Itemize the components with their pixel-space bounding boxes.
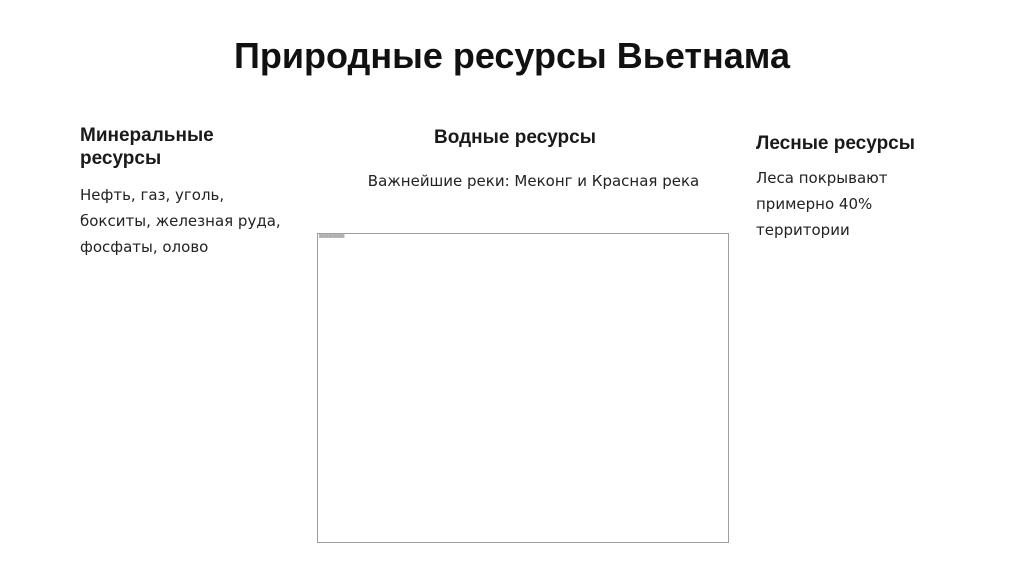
minerals-text-line-2: бокситы, железная руда, [80,212,281,230]
minerals-text-line-1: Нефть, газ, уголь, [80,186,225,204]
slide-title: Природные ресурсы Вьетнама [234,35,790,76]
water-heading: Водные ресурсы [434,127,596,148]
minerals-text-line-3: фосфаты, олово [80,238,209,256]
minerals-heading-line-1: Минеральные [80,125,214,146]
forest-heading: Лесные ресурсы [756,133,915,154]
forest-text-line-1: Леса покрывают [756,169,888,187]
forest-text [756,165,956,243]
water-text: Важнейшие реки: Меконг и Красная река [367,172,700,190]
forest-text-line-2: примерно 40% [756,195,873,213]
map-placeholder-label: ▒▒▒▒▒▒▒▒▒▒▒ [319,234,345,238]
forest-text-line-3: территории [756,221,850,239]
minerals-heading-line-2: ресурсы [80,148,162,169]
map-image-placeholder [317,233,729,543]
